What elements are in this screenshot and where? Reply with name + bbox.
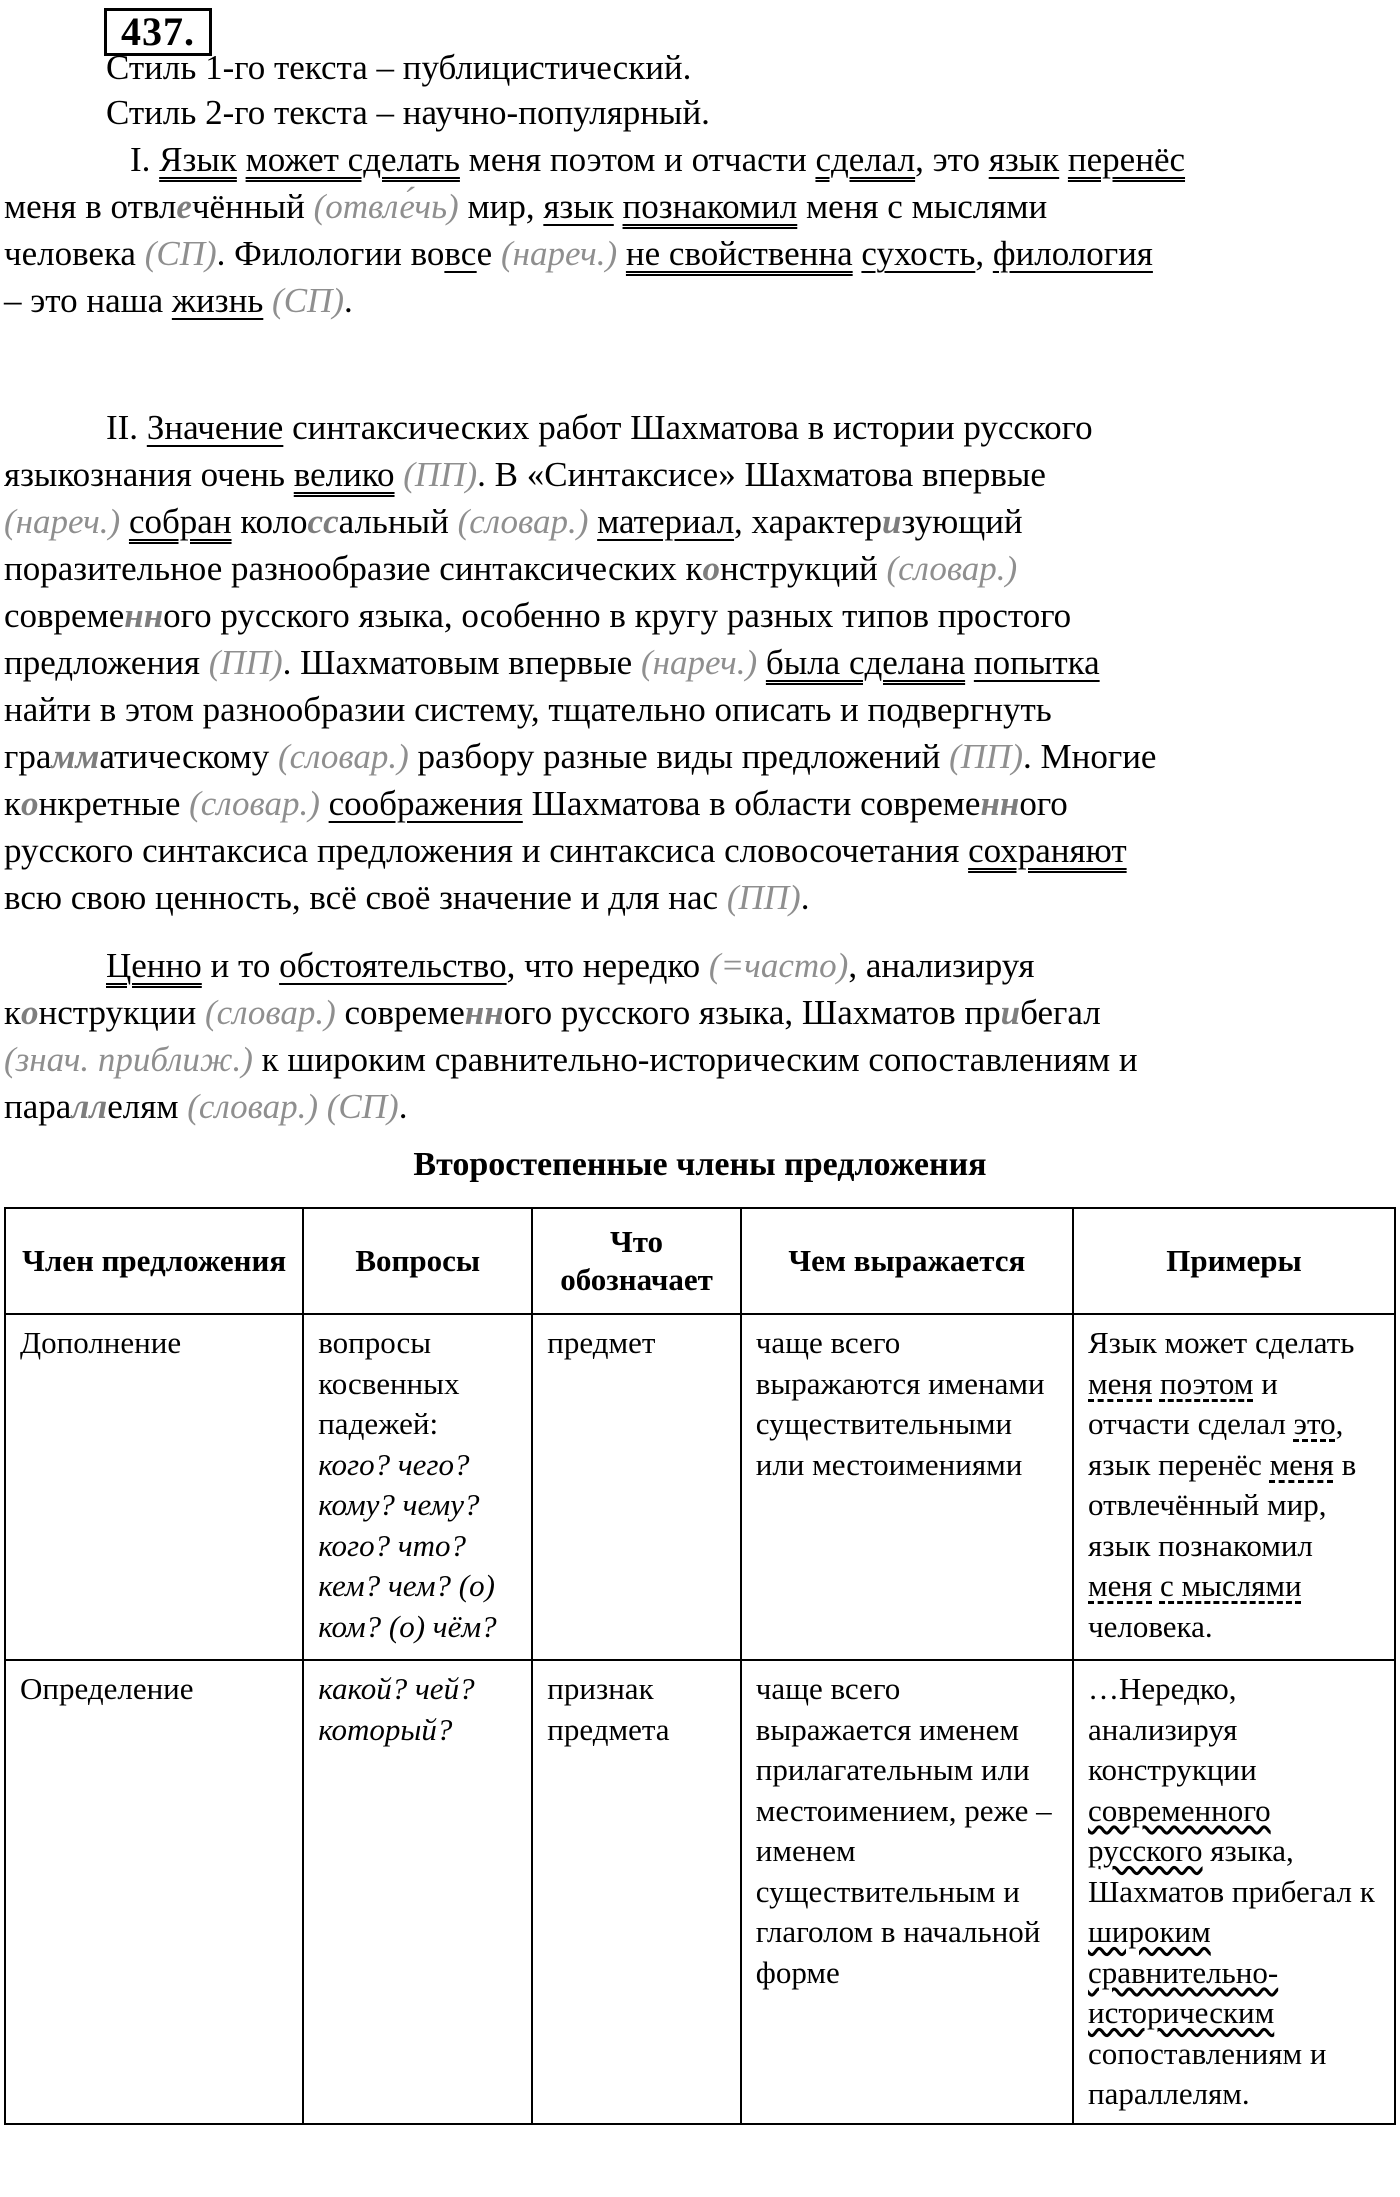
sentence-members-table bbox=[4, 1207, 1396, 2125]
paragraph-3-line-4: параллелям (словар.) (СП). bbox=[4, 1087, 408, 1126]
cell-meaning: предмет bbox=[532, 1314, 740, 1660]
paragraph-3-line-3: (знач. приближ.) к широким сравнительно-историческим сопоставлениям и bbox=[4, 1040, 1138, 1079]
table-row bbox=[5, 1314, 1395, 1660]
paragraph-3-line-2: конструкции (словар.) современного русского языка, Шахматов прибегал bbox=[4, 993, 1101, 1032]
paragraph-2-line-8: грамматическому (словар.) разбору разные виды предложений (ПП). Многие bbox=[4, 737, 1157, 776]
paragraph-2-line-5: современного русского языка, особенно в кругу разных типов простого bbox=[4, 596, 1072, 635]
cell-example: …Нередко, анализируя конструкции современного русского языка, Шахматов прибегал к широким сравнительно-историческим сопоставлениям и параллелям. bbox=[1073, 1660, 1395, 2124]
paragraph-2-line-3: (нареч.) собран колоссальный (словар.) материал, характеризующий bbox=[4, 502, 1023, 541]
paragraph-2-line-2: языкознания очень велико (ПП). В «Синтаксисе» Шахматова впервые bbox=[4, 455, 1046, 494]
paragraph-2-line-9: конкретные (словар.) соображения Шахматова в области современного bbox=[4, 784, 1068, 823]
paragraph-2-line-7: найти в этом разнообразии систему, тщательно описать и подвергнуть bbox=[4, 690, 1052, 729]
table-title: Второстепенные члены предложения bbox=[413, 1146, 987, 1183]
table-row bbox=[5, 1660, 1395, 2124]
paragraph-1-line-1: I. Язык может сделать меня поэтом и отчасти сделал, это язык перенёс bbox=[130, 140, 1186, 179]
paragraph-1-line-2: меня в отвлечённый (отвле́чь) мир, язык познакомил меня с мыслями bbox=[4, 187, 1048, 226]
cell-expressed: чаще всего выражаются именами существительными или местоимениями bbox=[741, 1314, 1073, 1660]
task-number: 437. bbox=[104, 8, 212, 56]
paragraph-2-line-4: поразительное разнообразие синтаксических конструкций (словар.) bbox=[4, 549, 1018, 588]
paragraph-1-line-3: человека (СП). Филологии вовсе (нареч.) не свойственна сухость, филология bbox=[4, 234, 1153, 273]
paragraph-2-line-11: всю свою ценность, всё своё значение и для нас (ПП). bbox=[4, 878, 810, 917]
header-meaning: Что обозначает bbox=[532, 1208, 740, 1314]
header-questions: Вопросы bbox=[303, 1208, 532, 1314]
paragraph-1-line-4: – это наша жизнь (СП). bbox=[4, 281, 353, 320]
paragraph-2-line-1: II. Значение синтаксических работ Шахматова в истории русского bbox=[106, 408, 1093, 447]
table-header-row bbox=[5, 1208, 1395, 1314]
cell-questions: вопросы косвенных падежей: кого? чего? кому? чему? кого? что? кем? чем? (о) ком? (о) чём? bbox=[303, 1314, 532, 1660]
cell-example: Язык может сделать меня поэтом и отчасти сделал это, язык перенёс меня в отвлечённый мир, язык познакомил меня с мыслями человека. bbox=[1073, 1314, 1395, 1660]
cell-member: Определение bbox=[5, 1660, 303, 2124]
header-expressed: Чем выражается bbox=[741, 1208, 1073, 1314]
cell-member: Дополнение bbox=[5, 1314, 303, 1660]
cell-meaning: признак предмета bbox=[532, 1660, 740, 2124]
style-line-2: Стиль 2-го текста – научно-популярный. bbox=[106, 93, 710, 132]
style-line-1: Стиль 1-го текста – публицистический. bbox=[106, 48, 692, 87]
paragraph-3-line-1: Ценно и то обстоятельство, что нередко (=часто), анализируя bbox=[106, 946, 1035, 985]
header-examples: Примеры bbox=[1073, 1208, 1395, 1314]
paragraph-2-line-10: русского синтаксиса предложения и синтаксиса словосочетания сохраняют bbox=[4, 831, 1127, 870]
cell-expressed: чаще всего выражается именем прилагательным или местоимением, реже – именем существительным и глаголом в начальной форме bbox=[741, 1660, 1073, 2124]
header-member: Член предложения bbox=[5, 1208, 303, 1314]
cell-questions: какой? чей? который? bbox=[303, 1660, 532, 2124]
paragraph-2-line-6: предложения (ПП). Шахматовым впервые (нареч.) была сделана попытка bbox=[4, 643, 1100, 682]
